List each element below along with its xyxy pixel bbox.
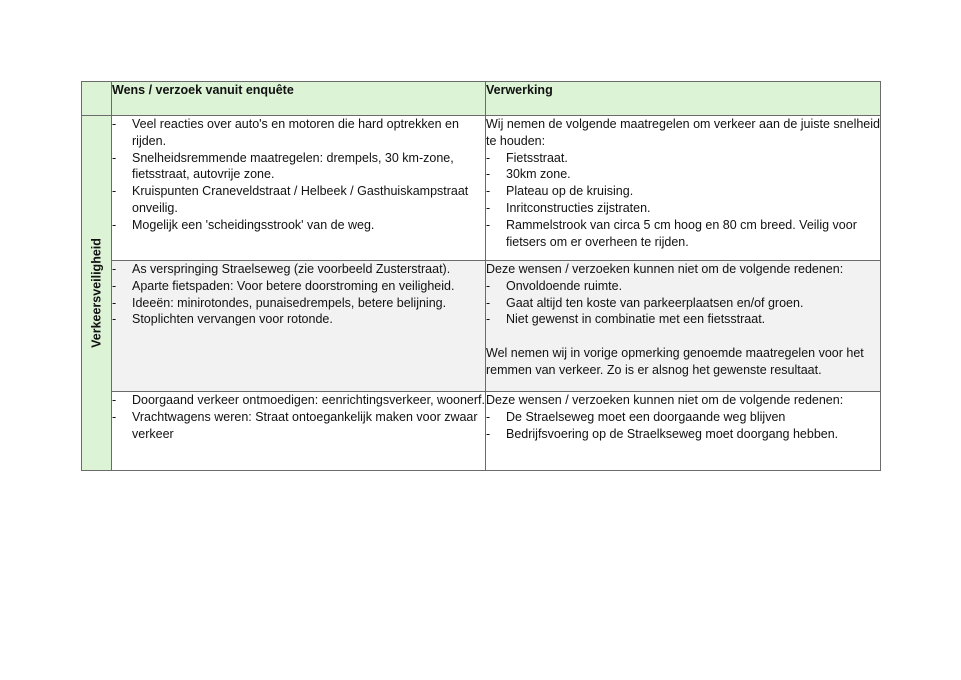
list-item: - As verspringing Straelseweg (zie voorbeeld Zusterstraat). <box>112 261 485 278</box>
list-item: - Ideeën: minirotondes, punaisedrempels, betere belijning. <box>112 295 485 312</box>
list-item: - Veel reacties over auto's en motoren die hard optrekken en rijden. <box>112 116 485 150</box>
header-wish: Wens / verzoek vanuit enquête <box>112 82 486 116</box>
measures-table <box>81 81 881 471</box>
processing-intro: Deze wensen / verzoeken kunnen niet om de volgende redenen: <box>486 393 844 407</box>
list-item: - Fietsstraat. <box>486 150 880 167</box>
table-row <box>82 392 881 471</box>
wish-list <box>112 392 485 442</box>
list-item: - Plateau op de kruising. <box>486 183 880 200</box>
list-item: - Stoplichten vervangen voor rotonde. <box>112 311 485 328</box>
processing-intro: Wij nemen de volgende maatregelen om verkeer aan de juiste snelheid te houden: <box>486 117 880 148</box>
list-item: - Onvoldoende ruimte. <box>486 278 880 295</box>
table-row <box>82 116 881 261</box>
list-item: - Inritconstructies zijstraten. <box>486 200 880 217</box>
wish-list <box>112 116 485 234</box>
table-row <box>82 261 881 392</box>
list-item: - De Straelseweg moet een doorgaande weg blijven <box>486 409 880 426</box>
wish-cell <box>112 116 486 261</box>
table-header-row <box>82 82 881 116</box>
wish-list <box>112 261 485 328</box>
processing-outro: Wel nemen wij in vorige opmerking genoemde maatregelen voor het remmen van verkeer. Zo is er alsnog het gewenste resultaat. <box>486 345 864 377</box>
list-item: - Niet gewenst in combinatie met een fietsstraat. <box>486 311 880 328</box>
list-item: - Snelheidsremmende maatregelen: drempels, 30 km-zone, fietsstraat, autovrije zone. <box>112 150 485 184</box>
list-item: - 30km zone. <box>486 166 880 183</box>
wish-cell <box>112 261 486 392</box>
list-item: - Aparte fietspaden: Voor betere doorstroming en veiligheid. <box>112 278 485 295</box>
list-item: - Kruispunten Craneveldstraat / Helbeek / Gasthuiskampstraat onveilig. <box>112 183 485 217</box>
header-processing: Verwerking <box>486 82 881 116</box>
header-corner-cell <box>82 82 112 116</box>
category-label: Verkeersveiligheid <box>89 238 104 348</box>
list-item: - Mogelijk een 'scheidingsstrook' van de weg. <box>112 217 485 234</box>
category-cell <box>82 116 112 471</box>
processing-cell <box>486 392 881 471</box>
processing-cell <box>486 261 881 392</box>
processing-list <box>486 150 880 251</box>
list-item: - Doorgaand verkeer ontmoedigen: eenrichtingsverkeer, woonerf. <box>112 392 485 409</box>
processing-cell <box>486 116 881 261</box>
processing-list <box>486 278 880 328</box>
list-item: - Bedrijfsvoering op de Straelkseweg moet doorgang hebben. <box>486 426 880 443</box>
processing-list <box>486 409 880 443</box>
processing-intro: Deze wensen / verzoeken kunnen niet om de volgende redenen: <box>486 262 844 276</box>
wish-cell <box>112 392 486 471</box>
list-item: - Gaat altijd ten koste van parkeerplaatsen en/of groen. <box>486 295 880 312</box>
list-item: - Rammelstrook van circa 5 cm hoog en 80 cm breed. Veilig voor fietsers om er overheen te rijden. <box>486 217 880 251</box>
list-item: - Vrachtwagens weren: Straat ontoegankelijk maken voor zwaar verkeer <box>112 409 485 443</box>
